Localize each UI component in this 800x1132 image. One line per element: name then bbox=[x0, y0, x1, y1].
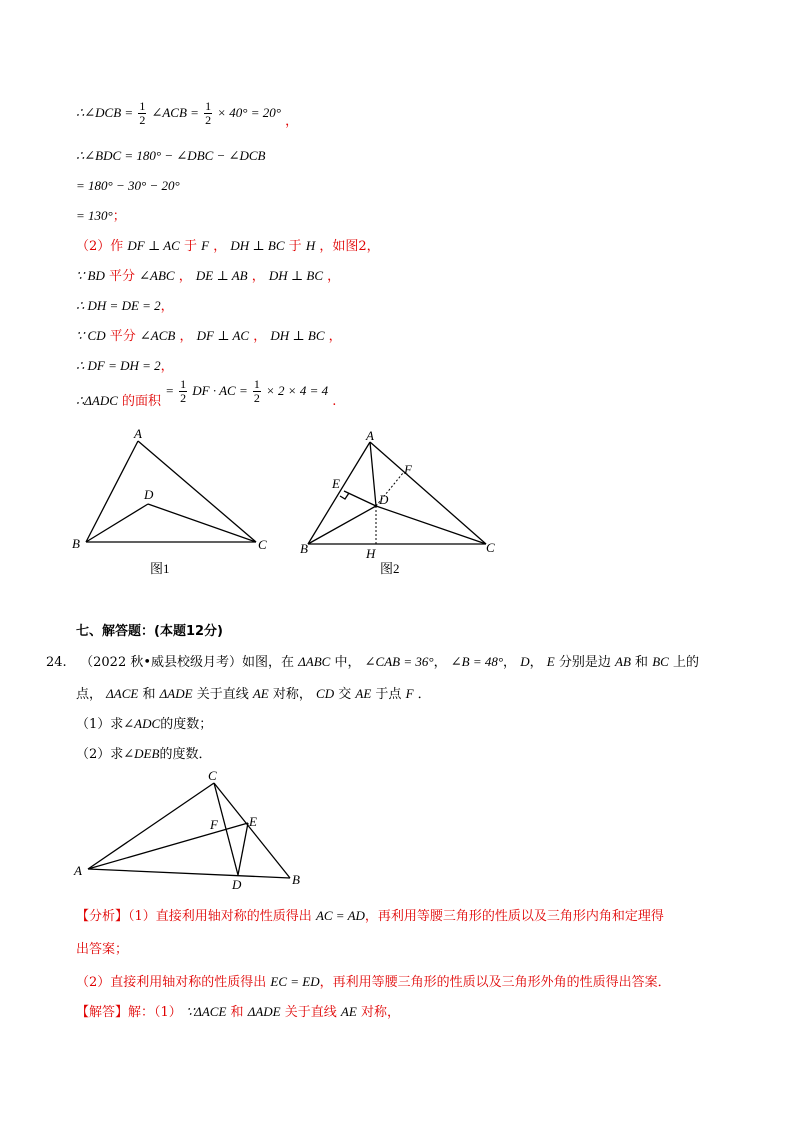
math: ∠B = 48° bbox=[450, 654, 504, 669]
label-d: D bbox=[232, 877, 242, 892]
solution-line-4 bbox=[76, 208, 126, 225]
line-ac bbox=[88, 783, 214, 869]
text: 平分 bbox=[109, 329, 136, 344]
punct: . bbox=[332, 394, 337, 409]
frac-den: 2 bbox=[139, 113, 146, 127]
math: × 2 × 4 = 4 bbox=[266, 383, 329, 398]
text: （2022 秋•威县校级月考）如图，在 bbox=[80, 655, 295, 670]
text: 和 bbox=[230, 1005, 244, 1020]
math: DF ⊥ AC bbox=[196, 328, 250, 343]
label-a: A bbox=[366, 428, 374, 443]
math: D bbox=[520, 654, 530, 669]
text: ， bbox=[529, 655, 543, 670]
math: ∴∠DCB = bbox=[76, 105, 134, 120]
text: 点， bbox=[76, 687, 103, 702]
line-cb bbox=[214, 783, 290, 878]
math: × 40° = 20° bbox=[217, 105, 281, 120]
text: 关于直线 bbox=[284, 1005, 337, 1020]
text: 于 bbox=[184, 239, 198, 254]
math: ∴ΔADC bbox=[76, 393, 118, 408]
analysis-line-3 bbox=[76, 974, 671, 991]
label-c: C bbox=[486, 540, 495, 555]
label-e: E bbox=[249, 814, 257, 829]
text: ， bbox=[253, 329, 267, 344]
frac-num: 1 bbox=[180, 377, 187, 391]
solution-line-3: = 180° − 30° − 20° bbox=[76, 178, 180, 193]
text: 的面积 bbox=[122, 394, 162, 409]
figure-3 bbox=[66, 768, 316, 893]
line-de bbox=[238, 823, 248, 875]
label-b: B bbox=[292, 872, 300, 887]
math: ∠DEB bbox=[123, 746, 160, 761]
analysis-line-2: 出答案； bbox=[76, 942, 129, 957]
math: AC = AD bbox=[315, 908, 365, 923]
math: ΔACE bbox=[106, 686, 139, 701]
math: DH ⊥ BC bbox=[270, 328, 325, 343]
text: 的度数； bbox=[160, 717, 213, 732]
line-ac bbox=[138, 441, 256, 542]
label-f: F bbox=[404, 462, 412, 477]
math: CD bbox=[316, 686, 335, 701]
frac-den: 2 bbox=[253, 391, 260, 405]
problem-line-2 bbox=[76, 686, 431, 703]
frac-den: 2 bbox=[205, 113, 212, 127]
text: ， bbox=[251, 269, 265, 284]
text: （2）直接利用轴对称的性质得出 bbox=[76, 975, 267, 990]
text: 关于直线 bbox=[196, 687, 249, 702]
solution-line-5 bbox=[76, 238, 380, 255]
problem-line-1 bbox=[46, 654, 699, 671]
math: DF ⊥ AC bbox=[127, 238, 180, 253]
label-b: B bbox=[72, 536, 80, 551]
answer-line-1 bbox=[76, 1004, 400, 1021]
label-c: C bbox=[258, 537, 267, 552]
math: F bbox=[201, 238, 210, 253]
text: ，如图2， bbox=[319, 239, 380, 254]
text: 于点 bbox=[375, 687, 402, 702]
line-ad bbox=[370, 442, 376, 506]
solution-line-10 bbox=[76, 377, 337, 417]
text: ， bbox=[178, 269, 192, 284]
math: F bbox=[405, 686, 414, 701]
text: 的度数． bbox=[159, 747, 212, 762]
math: H bbox=[305, 238, 316, 253]
analysis-tag: 【分析】 bbox=[76, 909, 129, 924]
text: 平分 bbox=[109, 269, 136, 284]
text: 解：（1） bbox=[128, 1005, 182, 1020]
right-angle-mark bbox=[340, 493, 349, 499]
math: EC = ED bbox=[270, 974, 320, 989]
punct: ， bbox=[285, 114, 299, 129]
text: 和 bbox=[142, 687, 156, 702]
line-dc bbox=[376, 506, 486, 544]
text: 对称， bbox=[272, 687, 312, 702]
problem-number: 24. bbox=[46, 655, 67, 670]
text: ． bbox=[417, 687, 431, 702]
math: ∠ACB bbox=[139, 328, 176, 343]
math: E bbox=[546, 654, 555, 669]
math: ∵ CD bbox=[76, 328, 106, 343]
line-ab bbox=[88, 869, 290, 878]
fraction bbox=[204, 100, 212, 127]
text: ，再利用等腰三角形的性质以及三角形外角的性质得出答案． bbox=[319, 975, 671, 990]
math: ΔADE bbox=[159, 686, 193, 701]
label-d: D bbox=[379, 492, 389, 507]
text: ， bbox=[328, 329, 342, 344]
solution-line-7 bbox=[76, 298, 174, 315]
punct: ； bbox=[112, 209, 126, 224]
math: AE bbox=[355, 686, 372, 701]
math: DF · AC = bbox=[192, 383, 248, 398]
text: （1）求 bbox=[76, 717, 124, 732]
text: 中， bbox=[334, 655, 361, 670]
label-c: C bbox=[208, 768, 217, 783]
figure-1 bbox=[60, 425, 280, 560]
question-2 bbox=[76, 746, 211, 763]
label-h: H bbox=[366, 546, 376, 561]
text: ， bbox=[503, 655, 517, 670]
label-b: B bbox=[300, 541, 308, 556]
label-a: A bbox=[74, 863, 82, 878]
text: ， bbox=[327, 269, 341, 284]
math: = bbox=[165, 383, 174, 398]
text: ， bbox=[433, 655, 447, 670]
line-dc bbox=[148, 504, 256, 542]
math: ∠CAB = 36° bbox=[364, 654, 434, 669]
math: ∠ADC bbox=[123, 716, 161, 731]
frac-num: 1 bbox=[253, 377, 260, 391]
math: DH ⊥ BC bbox=[268, 268, 324, 283]
solution-line-8 bbox=[76, 328, 342, 345]
solution-line-2: ∴∠BDC = 180° − ∠DBC − ∠DCB bbox=[76, 148, 266, 163]
math: ∠ABC bbox=[139, 268, 175, 283]
frac-num: 1 bbox=[139, 99, 146, 113]
text: 和 bbox=[635, 655, 649, 670]
text: （2）求 bbox=[76, 747, 124, 762]
text: ， bbox=[213, 239, 227, 254]
math: = 130° bbox=[76, 208, 113, 223]
analysis-line-1 bbox=[76, 908, 664, 925]
frac-num: 1 bbox=[205, 99, 212, 113]
math: ∵ BD bbox=[76, 268, 105, 283]
answer-tag: 【解答】 bbox=[76, 1005, 129, 1020]
math: ΔABC bbox=[298, 654, 331, 669]
line-ab bbox=[86, 441, 138, 542]
section-heading: 七、解答题：(本题12分) bbox=[76, 624, 223, 639]
question-1 bbox=[76, 716, 212, 733]
fraction bbox=[179, 378, 187, 405]
text: 上的 bbox=[672, 655, 699, 670]
solution-line-1 bbox=[76, 98, 298, 129]
figure-1-caption: 图1 bbox=[150, 561, 170, 576]
text: （1）直接利用轴对称的性质得出 bbox=[128, 909, 312, 924]
math: ∠ACB = bbox=[151, 105, 199, 120]
line-ab bbox=[308, 442, 370, 544]
label-f: F bbox=[210, 817, 218, 832]
text: 交 bbox=[338, 687, 352, 702]
figure-2-caption: 图2 bbox=[380, 561, 400, 576]
math: ∵ΔACE bbox=[185, 1004, 227, 1019]
line-bd bbox=[308, 506, 376, 544]
frac-den: 2 bbox=[180, 391, 187, 405]
math: ∴ DF = DH = 2 bbox=[76, 358, 161, 373]
punct: ， bbox=[160, 359, 174, 374]
figure-2 bbox=[296, 428, 506, 563]
text: （2）作 bbox=[76, 239, 124, 254]
punct: ， bbox=[160, 299, 174, 314]
solution-line-6 bbox=[76, 268, 340, 285]
math: DE ⊥ AB bbox=[195, 268, 248, 283]
solution-line-9 bbox=[76, 358, 174, 375]
text: ，再利用等腰三角形的性质以及三角形内角和定理得 bbox=[364, 909, 664, 924]
fraction bbox=[138, 100, 146, 127]
label-e: E bbox=[332, 476, 340, 491]
text: 分别是边 bbox=[558, 655, 611, 670]
fraction bbox=[253, 378, 261, 405]
label-d: D bbox=[144, 487, 154, 502]
text: ， bbox=[179, 329, 193, 344]
math: DH ⊥ BC bbox=[230, 238, 285, 253]
math: ∴ DH = DE = 2 bbox=[76, 298, 161, 313]
text: 于 bbox=[288, 239, 302, 254]
math: BC bbox=[652, 654, 669, 669]
math: AE bbox=[340, 1004, 357, 1019]
label-a: A bbox=[134, 426, 142, 441]
line-ae bbox=[88, 823, 248, 869]
math: AE bbox=[252, 686, 269, 701]
math: ΔADE bbox=[247, 1004, 281, 1019]
math: AB bbox=[615, 654, 631, 669]
text: 对称， bbox=[360, 1005, 400, 1020]
